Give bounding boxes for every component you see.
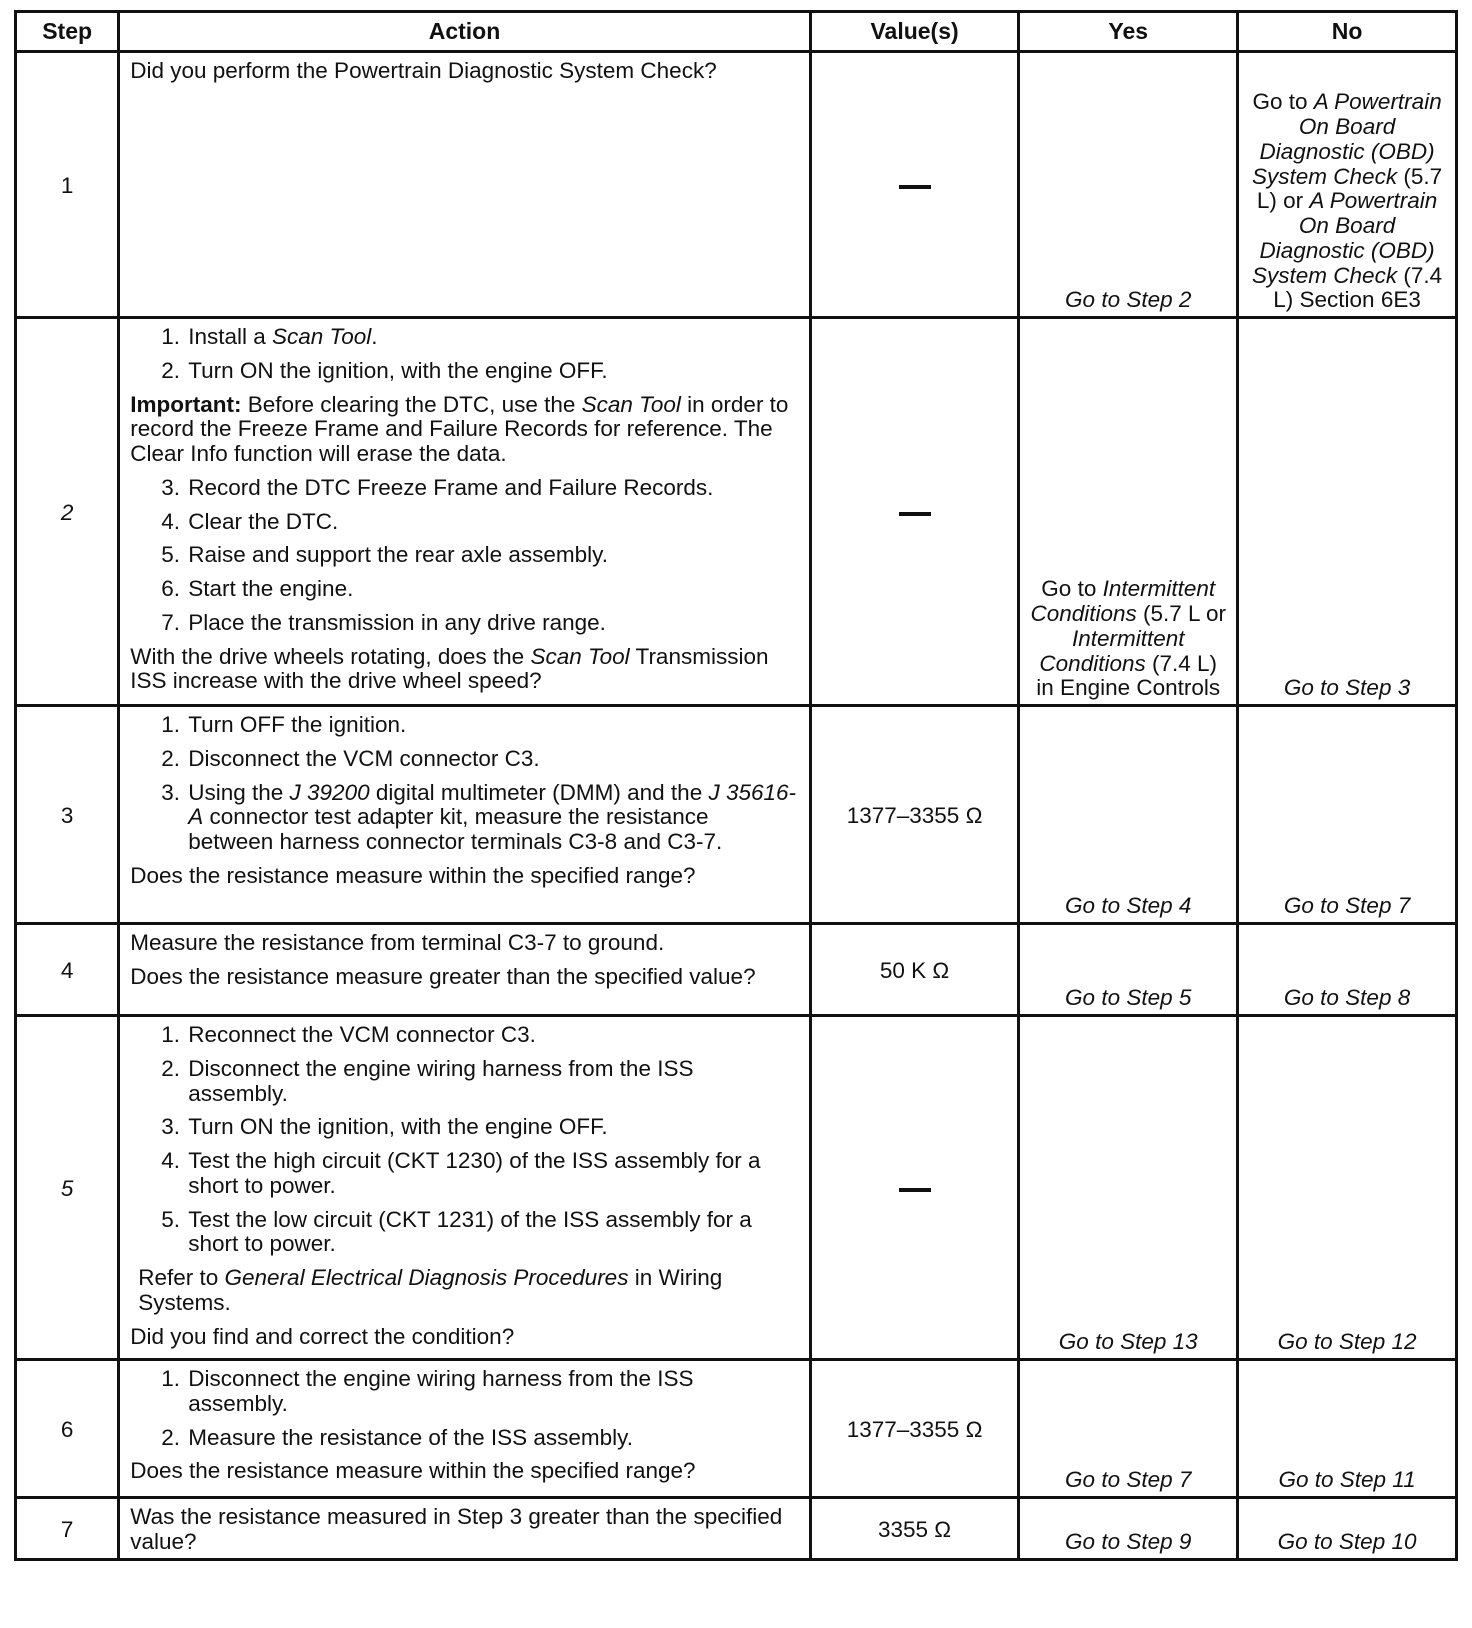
- action-cell: [119, 1498, 811, 1560]
- action-step: 4. Test the high circuit (CKT 1230) of the ISS assembly for a short to power.: [186, 1149, 799, 1199]
- action-steps: [130, 325, 799, 384]
- dash-mark: [899, 185, 931, 189]
- diagnostic-table-page: [14, 10, 1458, 1561]
- diagnostic-table: [14, 10, 1458, 1561]
- action-cell: [119, 924, 811, 1016]
- value-cell: [810, 318, 1019, 706]
- no-cell: Go to A Powertrain On Board Diagnostic (OBD) System Check (5.7 L) or A Powertrain On Board Diagnostic (OBD) System Check (7.4 L) Section 6E3: [1238, 52, 1457, 318]
- action-step: 5. Test the low circuit (CKT 1231) of the ISS assembly for a short to power.: [186, 1208, 799, 1258]
- action-question: Does the resistance measure greater than the specified value?: [130, 963, 756, 989]
- action-cell: [119, 706, 811, 924]
- table-row: [16, 924, 1457, 1016]
- action-steps: [130, 476, 799, 636]
- value-cell: [810, 1016, 1019, 1360]
- action-step: 7. Place the transmission in any drive range.: [186, 611, 799, 636]
- action-cell: [119, 52, 811, 318]
- yes-cell: Go to Step 7: [1019, 1360, 1238, 1498]
- important-note: Important: Before clearing the DTC, use the Scan Tool in order to record the Freeze Frame and Failure Records for reference. The Clear Info function will erase the data.: [130, 391, 789, 466]
- yes-cell: Go to Step 4: [1019, 706, 1238, 924]
- value-cell: 1377–3355 Ω: [810, 1360, 1019, 1498]
- table-row: [16, 1360, 1457, 1498]
- value-cell: [810, 52, 1019, 318]
- action-cell: [119, 1016, 811, 1360]
- action-question: Does the resistance measure within the specified range?: [130, 862, 696, 888]
- value-cell: 50 K Ω: [810, 924, 1019, 1016]
- yes-cell: Go to Step 13: [1019, 1016, 1238, 1360]
- value-cell: 3355 Ω: [810, 1498, 1019, 1560]
- table-row: [16, 706, 1457, 924]
- yes-cell: Go to Step 2: [1019, 52, 1238, 318]
- action-question: Does the resistance measure within the specified range?: [130, 1458, 696, 1484]
- no-cell: Go to Step 10: [1238, 1498, 1457, 1560]
- action-question: Did you find and correct the condition?: [130, 1323, 515, 1349]
- action-cell: [119, 318, 811, 706]
- action-step: 2. Turn ON the ignition, with the engine OFF.: [186, 359, 799, 384]
- action-step: 2. Measure the resistance of the ISS assembly.: [186, 1426, 799, 1451]
- table-row: [16, 318, 1457, 706]
- no-cell: Go to Step 7: [1238, 706, 1457, 924]
- header-values: Value(s): [810, 12, 1019, 52]
- step-number: 5: [16, 1016, 119, 1360]
- header-step: Step: [16, 12, 119, 52]
- value-cell: 1377–3355 Ω: [810, 706, 1019, 924]
- table-row: [16, 1498, 1457, 1560]
- dash-mark: [899, 1188, 931, 1192]
- no-cell: Go to Step 3: [1238, 318, 1457, 706]
- action-question: With the drive wheels rotating, does the Scan Tool Transmission ISS increase with the drive wheel speed?: [130, 643, 769, 694]
- step-number: 6: [16, 1360, 119, 1498]
- action-cell: [119, 1360, 811, 1498]
- action-steps: [130, 1367, 799, 1450]
- step-number: 4: [16, 924, 119, 1016]
- no-cell: Go to Step 11: [1238, 1360, 1457, 1498]
- yes-cell: Go to Intermittent Conditions (5.7 L or Intermittent Conditions (7.4 L) in Engine Controls: [1019, 318, 1238, 706]
- action-step: 1. Disconnect the engine wiring harness from the ISS assembly.: [186, 1367, 799, 1417]
- action-step: 1. Turn OFF the ignition.: [186, 713, 799, 738]
- action-step: 3. Turn ON the ignition, with the engine OFF.: [186, 1115, 799, 1140]
- header-action: Action: [119, 12, 811, 52]
- action-step: 4. Clear the DTC.: [186, 510, 799, 535]
- yes-cell: Go to Step 9: [1019, 1498, 1238, 1560]
- step-number: 2: [16, 318, 119, 706]
- step-number: 7: [16, 1498, 119, 1560]
- table-row: [16, 52, 1457, 318]
- header-row: [16, 12, 1457, 52]
- table-row: [16, 1016, 1457, 1360]
- header-no: No: [1238, 12, 1457, 52]
- action-step: 3. Record the DTC Freeze Frame and Failure Records.: [186, 476, 799, 501]
- no-cell: Go to Step 8: [1238, 924, 1457, 1016]
- action-step: 6. Start the engine.: [186, 577, 799, 602]
- header-yes: Yes: [1019, 12, 1238, 52]
- yes-cell: Go to Step 5: [1019, 924, 1238, 1016]
- action-steps: [130, 713, 799, 855]
- step-number: 3: [16, 706, 119, 924]
- no-cell: Go to Step 12: [1238, 1016, 1457, 1360]
- action-question: Was the resistance measured in Step 3 greater than the specified value?: [130, 1504, 783, 1554]
- action-step: 2. Disconnect the engine wiring harness from the ISS assembly.: [186, 1057, 799, 1107]
- action-step: 1. Reconnect the VCM connector C3.: [186, 1023, 799, 1048]
- action-steps: [130, 1023, 799, 1257]
- action-text: Measure the resistance from terminal C3-7 to ground.: [130, 930, 665, 955]
- reference-note: Refer to General Electrical Diagnosis Procedures in Wiring Systems.: [138, 1265, 723, 1315]
- action-step: 2. Disconnect the VCM connector C3.: [186, 747, 799, 772]
- step-number: 1: [16, 52, 119, 318]
- action-step: 1. Install a Scan Tool.: [186, 325, 799, 350]
- action-question: Did you perform the Powertrain Diagnostic System Check?: [130, 58, 717, 83]
- action-step: 3. Using the J 39200 digital multimeter (DMM) and the J 35616-A connector test adapter kit, measure the resistance between harness connector terminals C3-8 and C3-7.: [186, 781, 799, 855]
- dash-mark: [899, 512, 931, 516]
- action-step: 5. Raise and support the rear axle assembly.: [186, 543, 799, 568]
